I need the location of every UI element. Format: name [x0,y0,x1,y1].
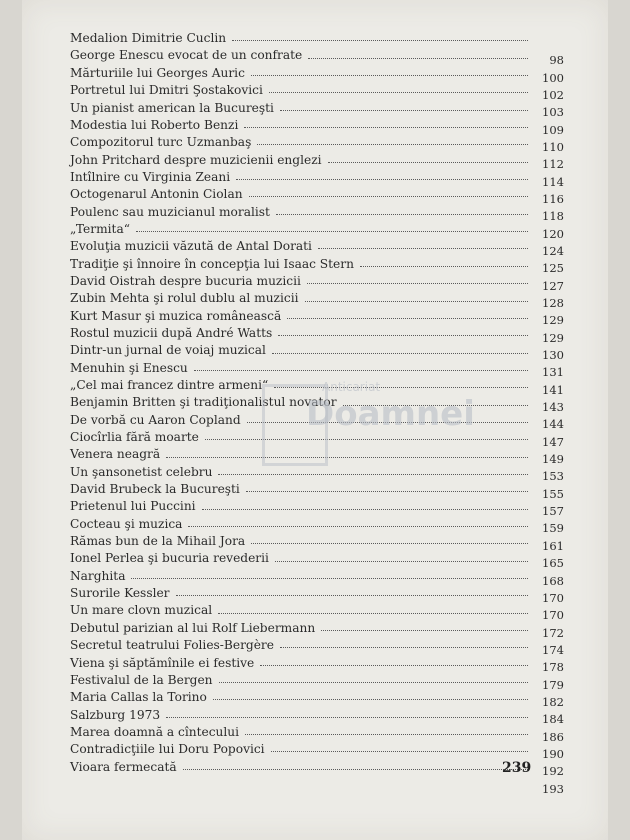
toc-entry-page: 110 [542,139,564,154]
toc-entry [70,651,564,675]
watermark-small-text: Anticariat [322,380,381,394]
toc-entry-title: Medalion Dimitrie Cuclin [70,31,227,46]
toc-entry-page: 128 [542,296,564,310]
toc-entry-page: 118 [542,209,564,224]
dot-leader [271,751,528,752]
dot-leader [218,613,528,614]
toc-entry-title: Un pianist american la Bucureşti [70,100,274,115]
toc-entry-title: „Termita“ [70,221,130,236]
toc-entry [70,270,564,293]
toc-entry-title: Vioara fermecată [70,759,177,774]
toc-entry-title: Benjamin Britten şi tradiţionalistul novator [70,395,337,410]
dot-leader [251,543,528,544]
toc-entry-page: 116 [542,191,564,206]
toc-entry [70,634,564,657]
toc-entry-title: Surorile Kessler [70,586,170,601]
toc-entry [70,703,564,727]
toc-entry-page: 192 [542,764,564,779]
toc-entry-page: 103 [542,105,564,120]
toc-entry [70,617,564,640]
toc-entry-title: De vorbă cu Aaron Copland [70,412,241,427]
toc-entry-page: 168 [542,573,564,588]
book-page [22,0,608,840]
dot-leader [278,335,528,336]
toc-entry [70,200,564,224]
toc-entry-title: Menuhin şi Enescu [70,360,188,375]
dot-leader [251,75,528,76]
toc-entry-page: 174 [542,642,564,657]
toc-entry-page: 129 [542,313,564,328]
toc-entry-page: 165 [542,556,564,571]
toc-entry [70,721,564,744]
toc-entry [70,235,564,258]
dot-leader [213,699,528,700]
dot-leader [218,474,528,475]
toc-entry [70,27,564,44]
toc-entry-page: 114 [542,174,564,189]
toc-entry [70,166,564,189]
toc-entry-title: Contradicţiile lui Doru Popovici [70,742,265,757]
toc-entry-page: 190 [542,746,564,761]
dot-leader [131,578,528,579]
toc-entry-page: 161 [542,538,564,553]
dot-leader [183,769,528,770]
toc-entry-page: 149 [542,452,564,467]
toc-entry-page: 102 [542,87,564,102]
dot-leader [219,682,528,683]
toc-entry-title: Venera neagră [70,447,161,462]
toc-entry [70,547,564,571]
toc-entry-page: 109 [542,122,564,137]
toc-entry-title: Un şansonetist celebru [70,464,213,479]
toc-entry-page: 155 [542,486,564,501]
toc-entry-title: Evoluţia muzicii văzută de Antal Dorati [70,239,312,254]
toc-entry [70,669,564,692]
watermark-logo [262,378,475,468]
toc-entry-page: 186 [542,729,564,744]
toc-entry-page: 98 [549,53,564,68]
toc-entry [70,357,564,380]
toc-entry [70,565,564,588]
toc-entry-title: Viena şi săptămînile ei festive [70,655,255,670]
dot-leader [272,353,528,354]
dot-leader [360,266,528,267]
toc-entry-title: Portretul lui Dmitri Şostakovici [70,83,263,98]
toc-entry-title: Maria Callas la Torino [70,690,207,705]
toc-entry-title: Prietenul lui Puccini [70,499,196,514]
dot-leader [188,526,528,527]
toc-entry [70,62,564,85]
toc-entry-title: Festivalul de la Bergen [70,672,213,687]
toc-entry [70,738,564,761]
toc-entry-title: Mărturiile lui Georges Auric [70,65,245,80]
dot-leader [176,595,528,596]
dot-leader [136,231,528,232]
toc-entry-title: David Brubeck la Bucureşti [70,482,240,497]
dot-leader [318,248,528,249]
dot-leader [232,40,528,41]
toc-entry-page: 141 [542,382,564,397]
toc-entry [70,183,564,206]
toc-entry [70,686,564,709]
toc-entry-page: 184 [542,712,564,727]
toc-entry-page: 125 [542,261,564,276]
toc-entry-title: Narghita [70,568,126,583]
dot-leader [260,665,528,666]
toc-entry-page: 130 [542,348,564,363]
page-number: 239 [502,760,532,776]
dot-leader [166,717,528,718]
toc-entry-title: Cocteau şi muzica [70,516,183,531]
toc-entry-page: 170 [542,590,564,605]
toc-entry-title: Tradiţie şi înnoire în concepţia lui Isaac Stern [70,256,354,271]
dot-leader [280,647,528,648]
toc-entry [70,582,564,605]
toc-entry-title: Intîlnire cu Virginia Zeani [70,169,231,184]
toc-entry-page: 193 [542,781,564,796]
toc-entry-page: 182 [542,694,564,709]
toc-entry-page: 147 [542,434,564,449]
toc-entry [70,96,564,120]
dot-leader [249,196,528,197]
dot-leader [328,162,528,163]
toc-entry-page: 124 [542,243,564,258]
dot-leader [280,110,528,111]
toc-entry [70,252,564,276]
toc-entry-title: Salzburg 1973 [70,707,161,722]
toc-entry-page: 178 [542,660,564,675]
toc-entry-title: Zubin Mehta şi rolul dublu al muzicii [70,291,299,306]
toc-entry-page: 143 [542,400,564,415]
dot-leader [287,318,528,319]
toc-entry-title: Rostul muzicii după André Watts [70,325,273,340]
toc-entry-title: Poulenc sau muzicianul moralist [70,204,270,219]
toc-entry [70,530,564,553]
toc-entry-title: David Oistrah despre bucuria muzicii [70,273,301,288]
dot-leader [308,58,528,59]
toc-entry-page: 159 [542,521,564,536]
toc-entry-title: Modestia lui Roberto Benzi [70,117,239,132]
toc-entry [70,773,564,796]
toc-entry [70,478,564,501]
toc-entry-page: 157 [542,504,564,519]
toc-entry-page: 100 [542,70,564,85]
toc-entry-page: 172 [542,625,564,640]
toc-entry-page: 129 [542,330,564,345]
toc-entry [70,339,564,363]
toc-entry-title: „Cel mai francez dintre armeni“ [70,378,269,393]
toc-entry-page: 112 [542,157,564,172]
toc-entry [70,305,564,328]
toc-entry-title: Compozitorul turc Uzmanbaş [70,135,252,150]
dot-leader [202,509,528,510]
watermark-big-text: Doamnei [306,394,475,434]
toc-entry-title: George Enescu evocat de un confrate [70,48,303,63]
dot-leader [305,301,529,302]
toc-entry [70,599,564,623]
toc-entry-title: Ciocîrlia fără moarte [70,430,199,445]
toc-entry [70,495,564,519]
dot-leader [245,734,528,735]
toc-entry-title: John Pritchard despre muzicienii englezi [70,152,322,167]
toc-entry [70,322,564,345]
toc-entry-page: 144 [542,417,564,432]
dot-leader [194,370,528,371]
toc-entry [70,513,564,536]
toc-entry-page: 179 [542,677,564,692]
toc-entry-title: Marea doamnă a cîntecului [70,724,240,739]
dot-leader [269,92,528,93]
dot-leader [244,127,528,128]
toc-entry [70,755,564,779]
toc-entry-page: 127 [542,278,564,293]
toc-entry-title: Dintr-un jurnal de voiaj muzical [70,343,266,358]
toc-entry [70,287,564,310]
dot-leader [236,179,528,180]
toc-entry [70,44,564,68]
toc-entry-title: Kurt Masur şi muzica românească [70,308,282,323]
toc-entry [70,148,564,172]
dot-leader [275,561,528,562]
dot-leader [257,144,528,145]
toc-entry-title: Secretul teatrului Folies-Bergère [70,638,274,653]
dot-leader [246,491,528,492]
toc-entry-title: Octogenarul Antonin Ciolan [70,187,243,202]
dot-leader [276,214,528,215]
toc-entry-page: 153 [542,469,564,484]
toc-entry-title: Un mare clovn muzical [70,603,213,618]
toc-entry [70,114,564,137]
dot-leader [307,283,528,284]
toc-entry [70,131,564,154]
toc-entry-page: 170 [542,608,564,623]
toc-entry-title: Rămas bun de la Mihail Jora [70,534,246,549]
toc-entry [70,218,564,241]
dot-leader [321,630,528,631]
toc-entry-title: Ionel Perlea şi bucuria revederii [70,551,269,566]
toc-entry-page: 120 [542,226,564,241]
toc-entry-title: Debutul parizian al lui Rolf Liebermann [70,620,316,635]
toc-entry-page: 131 [542,365,564,380]
toc-entry [70,79,564,102]
